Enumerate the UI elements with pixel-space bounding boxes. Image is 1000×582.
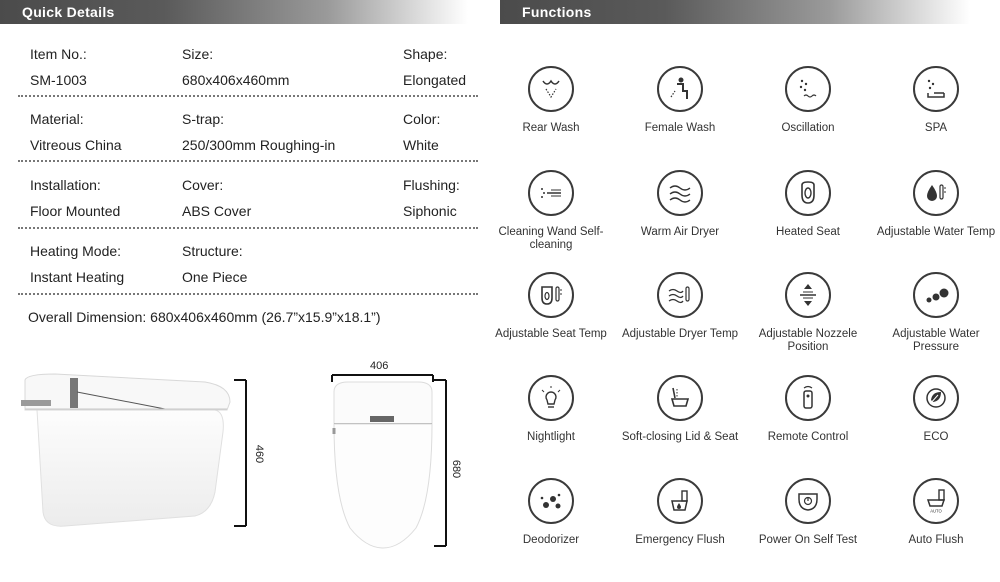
heated-seat-icon xyxy=(794,179,822,207)
function-female-wash xyxy=(615,66,745,135)
power-self-test-icon xyxy=(794,487,822,515)
height-dimension-label: 460 xyxy=(253,444,266,464)
spec-label: Color: xyxy=(403,111,441,127)
spec-value: SM-1003 xyxy=(30,72,87,88)
function-label: Female Wash xyxy=(644,122,716,134)
function-label: Cleaning Wand Self-cleaning xyxy=(498,226,604,251)
auto-text: AUTO xyxy=(930,508,942,514)
function-nightlight xyxy=(486,375,616,444)
deodorizer-icon xyxy=(537,487,565,515)
function-eco xyxy=(871,375,1000,444)
quick-details-title: Quick Details xyxy=(22,4,115,20)
spec-label: Size: xyxy=(182,46,214,62)
function-label: Auto Flush xyxy=(908,534,964,546)
spec-value: Elongated xyxy=(403,72,467,88)
spec-value: ABS Cover xyxy=(182,203,252,219)
row-divider xyxy=(18,293,478,295)
function-label: SPA xyxy=(924,122,948,134)
function-auto-flush xyxy=(871,478,1000,547)
spec-label: Shape: xyxy=(403,46,448,62)
spec-value: Vitreous China xyxy=(30,137,122,153)
row-divider xyxy=(18,160,478,162)
spec-value: Instant Heating xyxy=(30,269,125,285)
height-dimension-line xyxy=(228,378,252,528)
function-label: Remote Control xyxy=(767,431,849,443)
spec-value: One Piece xyxy=(182,269,248,285)
auto-flush-icon xyxy=(922,487,950,515)
soft-closing-lid-icon xyxy=(666,384,694,412)
spec-value: 680x406x460mm xyxy=(182,72,290,88)
function-label: Adjustable Water Pressure xyxy=(892,328,980,353)
width-dimension-label: 406 xyxy=(370,360,389,372)
function-label: Rear Wash xyxy=(522,122,580,134)
toilet-side-view-drawing xyxy=(15,372,255,532)
spec-label: Flushing: xyxy=(403,177,460,193)
function-label: Adjustable Nozzele Position xyxy=(758,328,858,353)
spec-label: Material: xyxy=(30,111,84,127)
function-deodorizer xyxy=(486,478,616,547)
function-label: Adjustable Seat Temp xyxy=(495,328,607,340)
toilet-top-view xyxy=(330,378,435,550)
water-pressure-icon xyxy=(922,281,950,309)
warm-air-dryer-icon xyxy=(666,179,694,207)
length-dimension-line xyxy=(430,378,452,548)
function-heated-seat xyxy=(743,170,873,239)
function-remote-control xyxy=(743,375,873,444)
functions-header xyxy=(500,0,970,24)
spec-value: Siphonic xyxy=(403,203,457,219)
spec-value: 250/300mm Roughing-in xyxy=(182,137,336,153)
function-label: Soft-closing Lid & Seat xyxy=(621,431,739,443)
spec-label: Installation: xyxy=(30,177,101,193)
function-label: Emergency Flush xyxy=(635,534,725,546)
dryer-temp-icon xyxy=(666,281,694,309)
function-label: ECO xyxy=(923,431,949,443)
spec-label: Item No.: xyxy=(30,46,87,62)
row-divider xyxy=(18,227,478,229)
spec-label: Heating Mode: xyxy=(30,243,122,259)
seat-temp-icon xyxy=(537,281,565,309)
toilet-top-view-drawing xyxy=(330,378,435,550)
function-water-temp xyxy=(871,170,1000,239)
function-rear-wash xyxy=(486,66,616,135)
spa-icon xyxy=(922,75,950,103)
oscillation-icon xyxy=(794,75,822,103)
function-dryer-temp xyxy=(615,272,745,341)
spec-label: Structure: xyxy=(182,243,243,259)
functions-title: Functions xyxy=(522,4,592,20)
nightlight-icon xyxy=(537,384,565,412)
overall-dimension: Overall Dimension: 680x406x460mm (26.7”x15.9”x18.1”) xyxy=(28,309,381,325)
cleaning-wand-icon xyxy=(537,179,565,207)
spec-label: S-trap: xyxy=(182,111,225,127)
row-divider xyxy=(18,95,478,97)
spec-label: Cover: xyxy=(182,177,224,193)
function-label: Warm Air Dryer xyxy=(640,226,720,238)
function-soft-closing-lid xyxy=(615,375,745,444)
function-cleaning-wand xyxy=(486,170,616,252)
spec-value: White xyxy=(403,137,439,153)
function-water-pressure xyxy=(871,272,1000,354)
function-oscillation xyxy=(743,66,873,135)
function-label: Deodorizer xyxy=(522,534,580,546)
rear-wash-icon xyxy=(537,75,565,103)
function-seat-temp xyxy=(486,272,616,341)
function-power-self-test xyxy=(743,478,873,547)
function-label: Adjustable Dryer Temp xyxy=(621,328,739,340)
function-label: Heated Seat xyxy=(776,226,840,238)
function-label: Power On Self Test xyxy=(758,534,858,546)
nozzle-position-icon xyxy=(794,281,822,309)
function-nozzle-position xyxy=(743,272,873,354)
remote-control-icon xyxy=(794,384,822,412)
function-label: Adjustable Water Temp xyxy=(876,226,996,238)
water-temp-icon xyxy=(922,179,950,207)
function-label: Oscillation xyxy=(781,122,835,134)
function-label: Nightlight xyxy=(527,431,575,443)
length-dimension-label: 680 xyxy=(450,459,463,479)
emergency-flush-icon xyxy=(666,487,694,515)
female-wash-icon xyxy=(666,75,694,103)
function-emergency-flush xyxy=(615,478,745,547)
function-warm-air-dryer xyxy=(615,170,745,239)
spec-value: Floor Mounted xyxy=(30,203,121,219)
eco-icon xyxy=(922,384,950,412)
toilet-side-view xyxy=(15,372,255,532)
quick-details-header xyxy=(0,0,468,24)
function-spa xyxy=(871,66,1000,135)
